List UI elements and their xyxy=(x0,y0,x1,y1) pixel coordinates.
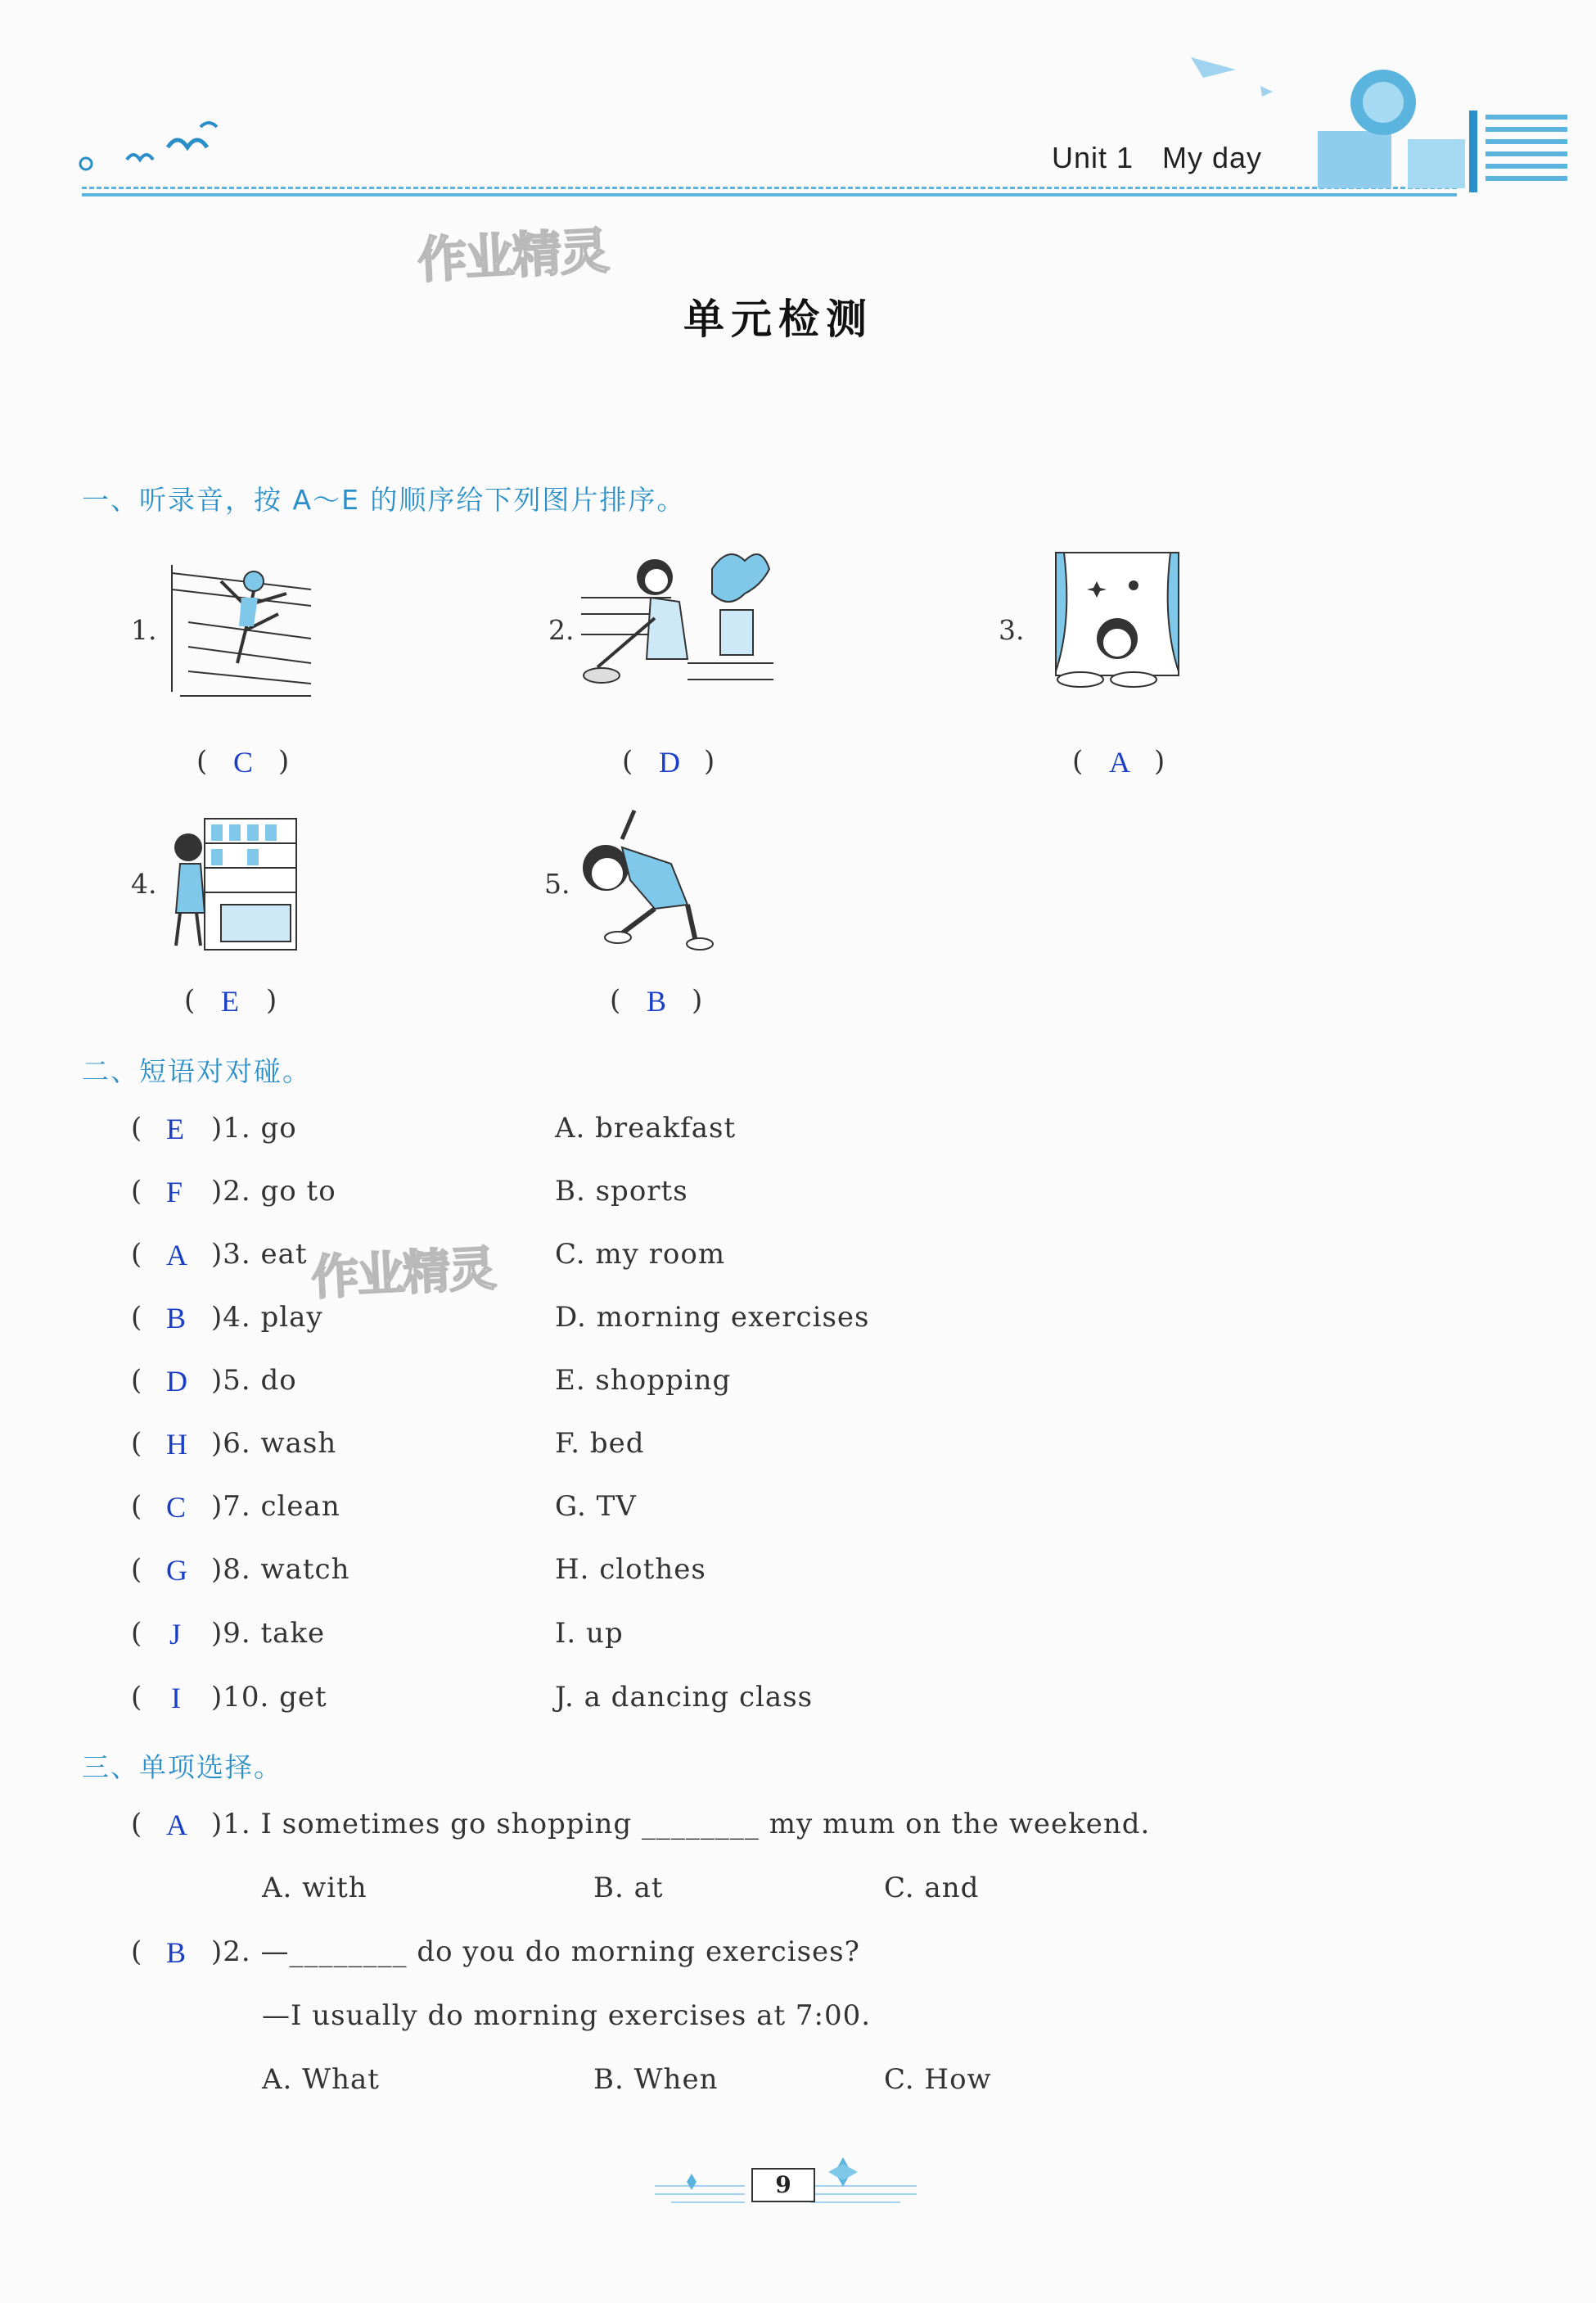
header-topic: My day xyxy=(1162,141,1263,174)
s2-row5-right: E. shopping xyxy=(555,1364,732,1397)
s2-row6-left: )6. wash xyxy=(211,1427,337,1460)
section1-heading: 一、听录音，按 A～E 的顺序给下列图片排序。 xyxy=(82,484,686,516)
s1-item2-num: 2. xyxy=(548,614,575,646)
section2-heading: 二、短语对对碰。 xyxy=(82,1055,311,1087)
s3-q1-stem: )1. I sometimes go shopping ________ my mum on the weekend. xyxy=(211,1808,1151,1840)
s1-item4-answer-lparen: ( xyxy=(184,984,196,1017)
girl-mopping-picture xyxy=(581,544,778,704)
s2-row6-right: F. bed xyxy=(555,1427,645,1460)
s2-row2-left: )2. go to xyxy=(211,1175,336,1208)
page-title: 单元检测 xyxy=(683,296,873,343)
s1-item4-num: 4. xyxy=(131,868,157,900)
s2-row10-left: )10. get xyxy=(211,1681,327,1714)
s3-q2-lparen: ( xyxy=(131,1935,142,1968)
s3-q1-option-b: B. at xyxy=(593,1872,664,1904)
s3-q1-option-c: C. and xyxy=(884,1872,980,1904)
s1-item3-answer: A xyxy=(1109,746,1130,779)
s2-row5-left: )5. do xyxy=(211,1364,297,1397)
section3-heading: 三、单项选择。 xyxy=(82,1751,282,1783)
s2-row2-right: B. sports xyxy=(555,1175,688,1208)
watermark-inline: 作业精灵 xyxy=(309,1240,496,1306)
s2-row9-left: )9. take xyxy=(211,1617,326,1650)
s1-item3-num: 3. xyxy=(999,614,1025,646)
s2-row10-answer: I xyxy=(171,1682,181,1714)
s2-row9-lparen: ( xyxy=(131,1617,142,1650)
s1-item2-answer: D xyxy=(659,746,680,779)
s2-row1-lparen: ( xyxy=(131,1112,142,1145)
header-birds xyxy=(78,115,233,172)
s2-row9-answer: J xyxy=(169,1618,182,1650)
s2-row3-left: )3. eat xyxy=(211,1238,308,1271)
s2-row6-answer: H xyxy=(166,1428,187,1461)
s2-row4-left: )4. play xyxy=(211,1301,323,1334)
s1-item5-answer-rparen: ) xyxy=(692,984,703,1017)
s2-row1-right: A. breakfast xyxy=(555,1112,737,1145)
s1-item2-answer-lparen: ( xyxy=(622,745,633,778)
header-decoration xyxy=(1187,49,1571,196)
s1-item5-answer-lparen: ( xyxy=(610,984,621,1017)
s1-item5-num: 5. xyxy=(544,868,570,900)
s2-row2-answer: F xyxy=(166,1176,183,1208)
s1-item3-answer-lparen: ( xyxy=(1072,745,1084,778)
s3-q2-line2: —I usually do morning exercises at 7:00. xyxy=(262,1999,872,2032)
s1-item1-answer-rparen: ) xyxy=(278,745,290,778)
s2-row7-lparen: ( xyxy=(131,1490,142,1523)
s2-row1-answer: E xyxy=(166,1113,184,1145)
s3-q1-answer: A xyxy=(166,1809,187,1841)
s3-q1-lparen: ( xyxy=(131,1808,142,1840)
s3-q2-stem: )2. —________ do you do morning exercises? xyxy=(211,1935,860,1968)
girl-shopping-picture xyxy=(164,815,299,954)
page-number: 9 xyxy=(751,2168,815,2202)
s1-item3-answer-rparen: ) xyxy=(1154,745,1165,778)
s2-row7-answer: C xyxy=(166,1491,187,1524)
s2-row8-left: )8. watch xyxy=(211,1553,350,1586)
s2-row3-right: C. my room xyxy=(555,1238,726,1271)
s2-row8-right: H. clothes xyxy=(555,1553,706,1586)
s2-row8-lparen: ( xyxy=(131,1553,142,1586)
s2-row7-left: )7. clean xyxy=(211,1490,340,1523)
s3-q2-option-b: B. When xyxy=(593,2063,719,2096)
s1-item1-answer-lparen: ( xyxy=(196,745,208,778)
s3-q2-answer: B xyxy=(166,1936,187,1969)
s1-item4-answer: E xyxy=(221,985,239,1018)
s2-row10-lparen: ( xyxy=(131,1681,142,1714)
ballet-dancer-picture xyxy=(164,557,315,700)
s3-q1-option-a: A. with xyxy=(262,1872,367,1904)
s2-row4-lparen: ( xyxy=(131,1301,142,1334)
girl-eating-dinner-picture xyxy=(1039,549,1187,708)
s1-item5-answer: B xyxy=(647,985,667,1018)
s2-row9-right: I. up xyxy=(555,1617,624,1650)
header-unit: Unit 1 xyxy=(1052,141,1134,174)
s2-row10-right: J. a dancing class xyxy=(555,1681,814,1714)
s2-row7-right: G. TV xyxy=(555,1490,637,1523)
watermark: 作业精灵 xyxy=(416,222,609,291)
s2-row6-lparen: ( xyxy=(131,1427,142,1460)
s2-row8-answer: G xyxy=(166,1554,187,1587)
s2-row3-lparen: ( xyxy=(131,1238,142,1271)
s2-row5-lparen: ( xyxy=(131,1364,142,1397)
s2-row2-lparen: ( xyxy=(131,1175,142,1208)
s1-item1-answer: C xyxy=(233,746,254,779)
s2-row4-right: D. morning exercises xyxy=(555,1301,870,1334)
s2-row1-left: )1. go xyxy=(211,1112,297,1145)
s1-item2-answer-rparen: ) xyxy=(704,745,715,778)
girl-exercising-picture xyxy=(573,806,716,954)
s1-item4-answer-rparen: ) xyxy=(266,984,277,1017)
s2-row5-answer: D xyxy=(166,1365,187,1398)
s3-q2-option-c: C. How xyxy=(884,2063,992,2096)
s2-row3-answer: A xyxy=(166,1239,187,1271)
s3-q2-option-a: A. What xyxy=(262,2063,380,2096)
s1-item1-num: 1. xyxy=(131,614,157,646)
s2-row4-answer: B xyxy=(166,1302,187,1334)
